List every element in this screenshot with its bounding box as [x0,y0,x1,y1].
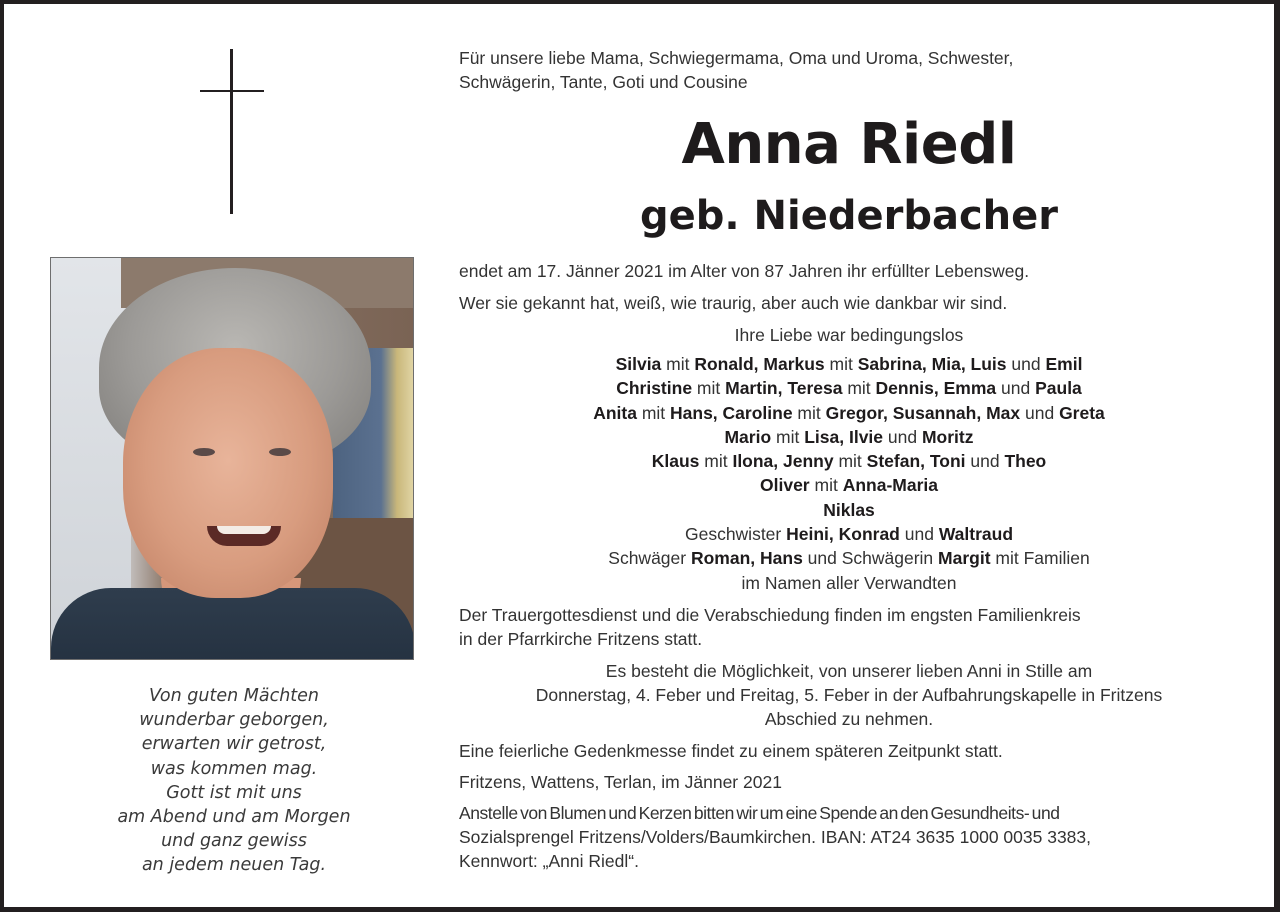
farewell-line: Abschied zu nehmen. [764,709,934,729]
family-name: Hans, Caroline [670,402,793,423]
farewell-info [459,659,1239,731]
family-name: Ilona, Jenny [732,451,834,472]
family-name: Dennis, Emma [875,378,997,399]
connector-text: und Schwägerin [802,548,939,569]
connector-text: mit [771,426,805,447]
family-row [459,425,1239,449]
maiden-name: geb. Niederbacher [640,193,1058,239]
family-row [459,376,1239,400]
family-name: Mario [724,426,772,447]
poem-line: Von guten Mächten [148,686,320,706]
family-name: Sabrina, Mia, Luis [857,354,1007,374]
family-name: Margit [938,548,991,569]
poem-line: am Abend und am Morgen [117,807,351,828]
connector-text: mit [809,475,843,496]
obituary-card [4,4,1274,907]
closing-family: im Namen aller Verwandten [741,573,957,593]
family-row [459,546,1239,570]
family-name: Ronald, Markus [694,354,825,374]
poem-line: wunderbar geborgen, [139,710,329,731]
family-row [459,522,1239,546]
dedication [459,46,1179,94]
poem-line: erwarten wir getrost, [141,734,327,755]
connector-text: mit [636,402,671,423]
family-name: Theo [1004,451,1047,472]
dedication-line: Für unsere liebe Mama, Schwiegermama, Oma und Uroma, Schwester, [459,48,1014,68]
connector-text: mit Familien [990,548,1090,569]
family-name: Stefan, Toni [866,451,966,472]
donation-info [459,801,1239,873]
connector-text: mit [824,354,858,374]
love-text: Ihre Liebe war bedingungslos [734,325,964,345]
gratitude-text: Wer sie gekannt hat, weiß, wie traurig, aber auch wie dankbar wir sind. [459,293,1008,313]
connector-text: mit [661,354,695,374]
connector-text: und [996,378,1036,399]
connector-text: mit [833,451,867,472]
death-notice: endet am 17. Jänner 2021 im Alter von 87 Jahren ihr erfüllter Lebensweg. [459,261,1030,281]
family-name: Oliver [760,475,810,496]
family-name: Paula [1035,378,1082,399]
service-line: in der Pfarrkirche Fritzens statt. [459,629,703,649]
connector-text: und [965,451,1005,472]
donation-line: Anstelle von Blumen und Kerzen bitten wir um eine Spende an den Gesundheits- und [459,803,1060,823]
portrait-photo [50,257,414,660]
connector-text: mit [692,378,726,399]
family-row [459,473,1239,497]
connector-text: Schwäger [608,548,691,569]
connector-text: mit [699,451,733,472]
family-row [459,352,1239,376]
family-name: Martin, Teresa [725,378,843,399]
family-row [459,449,1239,473]
connector-text: und [1020,402,1060,423]
connector-text: und [883,426,922,447]
family-row [459,498,1239,522]
connector-text: Geschwister [684,524,787,545]
service-info [459,603,1239,651]
donation-line: Kennwort: „Anni Riedl“. [459,851,639,871]
poem-line: was kommen mag. [150,758,318,779]
family-name: Heini, Konrad [786,524,900,545]
family-name: Christine [616,378,693,399]
service-line: Der Trauergottesdienst und die Verabschiedung finden im engsten Familienkreis [459,605,1081,625]
dedication-line: Schwägerin, Tante, Goti und Cousine [459,72,748,92]
family-name: Silvia [615,354,662,374]
memorial-mass: Eine feierliche Gedenkmesse findet zu einem späteren Zeitpunkt statt. [459,741,1003,761]
place-date: Fritzens, Wattens, Terlan, im Jänner 2021 [459,772,782,792]
connector-text: mit [792,402,826,423]
connector-text: und [1006,354,1046,374]
cross-icon [200,49,264,214]
poem-line: und ganz gewiss [161,831,307,852]
donation-line: Sozialsprengel Fritzens/Volders/Baumkirchen. IBAN: AT24 3635 1000 0035 3383, [459,827,1091,847]
family-name: Moritz [921,426,974,447]
family-name: Niklas [823,499,875,520]
family-name: Anita [593,402,637,423]
poem-line: an jedem neuen Tag. [141,855,327,876]
connector-text: mit [842,378,876,399]
family-name: Emil [1045,354,1083,374]
farewell-line: Es besteht die Möglichkeit, von unserer lieben Anni in Stille am [605,661,1093,681]
family-name: Lisa, Ilvie [804,426,884,447]
family-name: Gregor, Susannah, Max [825,402,1021,423]
family-name: Klaus [651,451,700,472]
family-row [459,401,1239,425]
family-name: Roman, Hans [690,548,803,569]
deceased-name: Anna Riedl [681,112,1017,177]
family-name: Waltraud [938,524,1014,545]
family-name: Anna-Maria [842,475,938,496]
poem-line: Gott ist mit uns [166,782,302,803]
family-name: Greta [1059,402,1105,423]
farewell-line: Donnerstag, 4. Feber und Freitag, 5. Feber in der Aufbahrungskapelle in Fritzens [535,685,1163,705]
family-list [459,352,1239,571]
connector-text: und [899,524,939,545]
poem [64,684,404,878]
